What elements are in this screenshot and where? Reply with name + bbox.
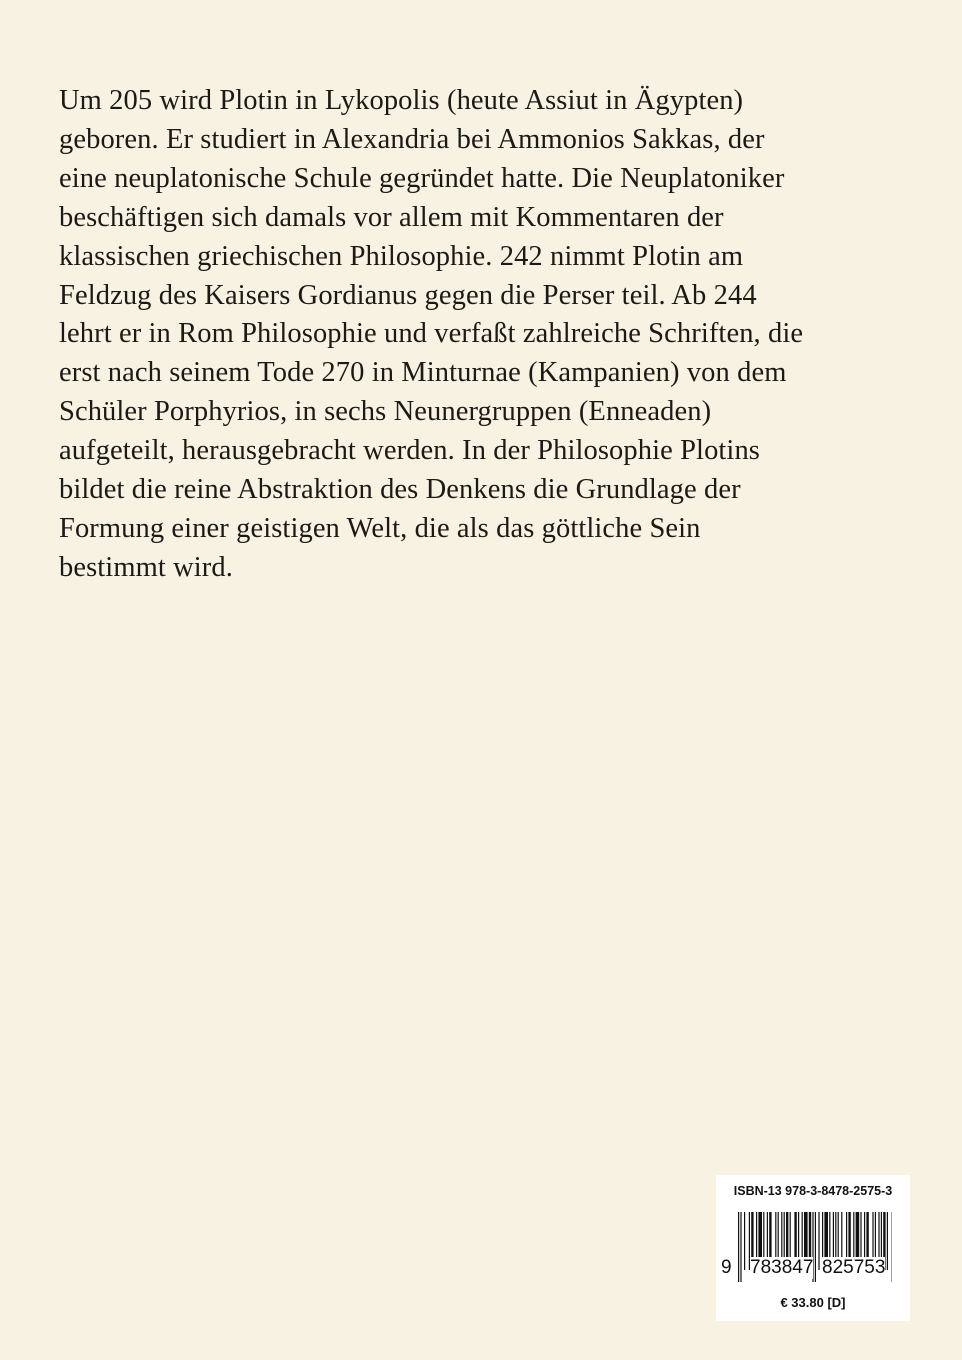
blurb-line: bildet die reine Abstraktion des Denkens die Grundlage der <box>59 474 741 506</box>
barcode-bar <box>818 1212 819 1270</box>
blurb-line: bestimmt wird. <box>59 551 233 583</box>
price-label: € 33.80 [D] <box>780 1295 846 1310</box>
barcode-right-digits: 825753 <box>822 1257 886 1278</box>
barcode-bar <box>744 1212 745 1270</box>
isbn-barcode-box <box>716 1175 910 1321</box>
back-cover-blurb <box>59 82 919 588</box>
barcode-bar <box>740 1212 741 1282</box>
blurb-line: aufgeteilt, herausgebracht werden. In der Philosophie Plotins <box>59 435 760 467</box>
blurb-line: Formung einer geistigen Welt, die als das göttliche Sein <box>59 512 701 544</box>
blurb-line: geboren. Er studiert in Alexandria bei Ammonios Sakkas, der <box>59 123 765 155</box>
blurb-line: erst nach seinem Tode 270 in Minturnae (Kampanien) von dem <box>59 357 787 389</box>
blurb-line: Um 205 wird Plotin in Lykopolis (heute Assiut in Ägypten) <box>59 85 744 116</box>
blurb-line: eine neuplatonische Schule gegründet hatte. Die Neuplatoniker <box>59 162 785 194</box>
blurb-line: klassischen griechischen Philosophie. 242 nimmt Plotin am <box>59 240 744 272</box>
isbn-label: ISBN-13 978-3-8478-2575-3 <box>733 1184 893 1198</box>
barcode-bar <box>738 1212 739 1282</box>
blurb-line: lehrt er in Rom Philosophie und verfaßt zahlreiche Schriften, die <box>59 318 804 350</box>
barcode-bar <box>815 1212 816 1282</box>
barcode-left-digits: 783847 <box>750 1257 814 1278</box>
barcode-bar <box>887 1212 888 1270</box>
blurb-line: beschäftigen sich damals vor allem mit Kommentaren der <box>59 201 724 233</box>
blurb-line: Schüler Porphyrios, in sechs Neunergruppen (Enneaden) <box>59 396 712 428</box>
blurb-line: Feldzug des Kaisers Gordianus gegen die Perser teil. Ab 244 <box>59 279 757 311</box>
barcode-first-digit: 9 <box>721 1257 732 1278</box>
